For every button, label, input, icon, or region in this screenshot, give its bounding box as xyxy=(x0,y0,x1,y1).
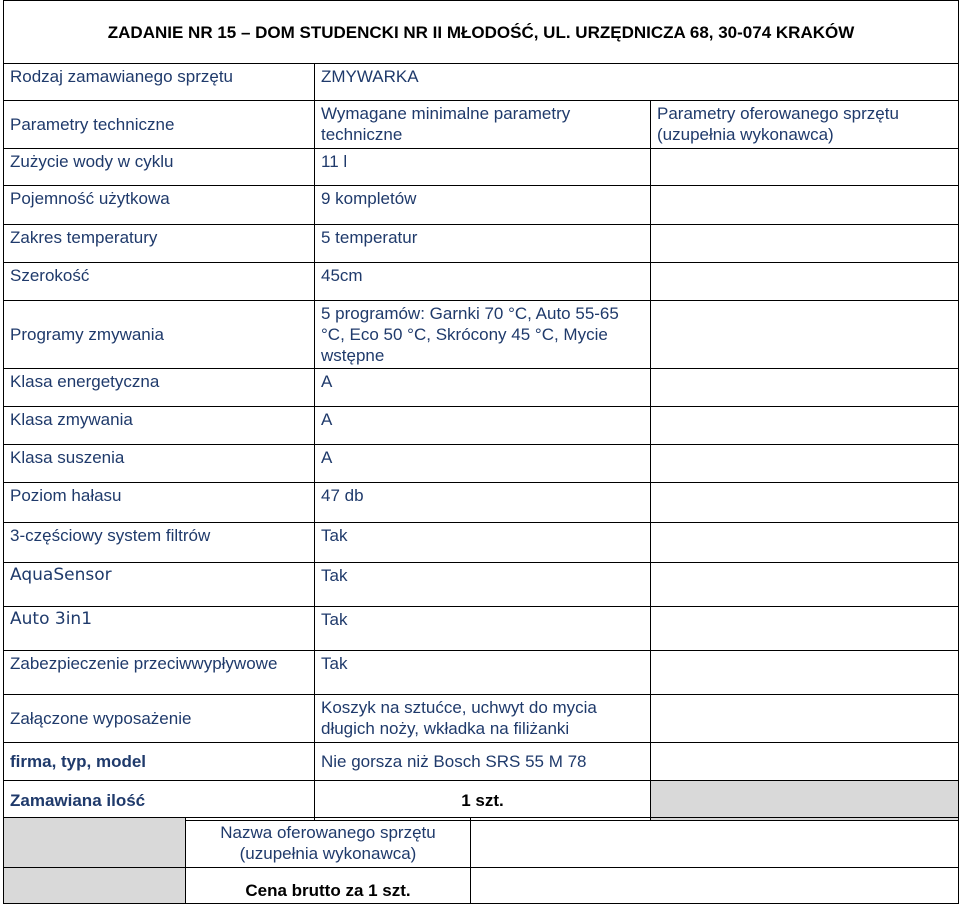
row-value: 45cm xyxy=(315,263,651,301)
price-input[interactable] xyxy=(471,868,959,904)
equipment-type-label: Rodzaj zamawianego sprzętu xyxy=(4,64,315,101)
offer-cell[interactable] xyxy=(651,523,959,563)
row-label: Załączone wyposażenie xyxy=(4,695,315,743)
offer-name-input[interactable] xyxy=(471,818,959,868)
spec-table xyxy=(3,0,959,821)
row-label: Poziom hałasu xyxy=(4,483,315,523)
row-label: Klasa energetyczna xyxy=(4,369,315,407)
equipment-type-value: ZMYWARKA xyxy=(315,64,959,101)
row-label: Programy zmywania xyxy=(4,301,315,369)
row-value: Tak xyxy=(315,651,651,695)
grey-cell xyxy=(4,868,186,904)
page-title: ZADANIE NR 15 – DOM STUDENCKI NR II MŁODOŚĆ, UL. URZĘDNICZA 68, 30-074 KRAKÓW xyxy=(4,1,959,64)
row-label: 3-częściowy system filtrów xyxy=(4,523,315,563)
row-value: A xyxy=(315,445,651,483)
row-value: A xyxy=(315,369,651,407)
row-value: A xyxy=(315,407,651,445)
row-value: Tak xyxy=(315,523,651,563)
offer-cell[interactable] xyxy=(651,445,959,483)
offer-cell[interactable] xyxy=(651,607,959,651)
quantity-grey-cell xyxy=(651,781,959,821)
tech-params-label: Parametry techniczne xyxy=(4,101,315,149)
row-value: Tak xyxy=(315,607,651,651)
price-label: Cena brutto za 1 szt. xyxy=(186,868,471,904)
offer-cell[interactable] xyxy=(651,186,959,225)
row-label: Klasa zmywania xyxy=(4,407,315,445)
offer-name-label: Nazwa oferowanego sprzętu (uzupełnia wykonawca) xyxy=(186,818,471,868)
offer-cell[interactable] xyxy=(651,563,959,607)
min-params-label: Wymagane minimalne parametry techniczne xyxy=(315,101,651,149)
offer-cell[interactable] xyxy=(651,225,959,263)
row-label: AquaSensor xyxy=(4,563,315,607)
row-label: Zabezpieczenie przeciwwypływowe xyxy=(4,651,315,695)
offer-cell[interactable] xyxy=(651,301,959,369)
offer-cell[interactable] xyxy=(651,369,959,407)
offer-table xyxy=(3,817,959,904)
offer-cell[interactable] xyxy=(651,149,959,186)
row-label: Zużycie wody w cyklu xyxy=(4,149,315,186)
row-value: Koszyk na sztućce, uchwyt do mycia długich noży, wkładka na filiżanki xyxy=(315,695,651,743)
offer-cell[interactable] xyxy=(651,263,959,301)
row-label: Szerokość xyxy=(4,263,315,301)
offer-cell[interactable] xyxy=(651,407,959,445)
offer-model-cell[interactable] xyxy=(651,743,959,781)
row-value: 11 l xyxy=(315,149,651,186)
row-value: Tak xyxy=(315,563,651,607)
model-label: firma, typ, model xyxy=(4,743,315,781)
offered-params-label: Parametry oferowanego sprzętu (uzupełnia wykonawca) xyxy=(651,101,959,149)
row-value: 9 kompletów xyxy=(315,186,651,225)
offer-cell[interactable] xyxy=(651,483,959,523)
row-label: Zakres temperatury xyxy=(4,225,315,263)
row-label: Klasa suszenia xyxy=(4,445,315,483)
quantity-value: 1 szt. xyxy=(315,781,651,821)
offer-cell[interactable] xyxy=(651,695,959,743)
grey-cell xyxy=(4,818,186,868)
row-value: 5 programów: Garnki 70 °C, Auto 55-65 °C, Eco 50 °C, Skrócony 45 °C, Mycie wstępne xyxy=(315,301,651,369)
offer-cell[interactable] xyxy=(651,651,959,695)
row-value: 5 temperatur xyxy=(315,225,651,263)
quantity-label: Zamawiana ilość xyxy=(4,781,315,821)
row-label: Pojemność użytkowa xyxy=(4,186,315,225)
row-label: Auto 3in1 xyxy=(4,607,315,651)
model-value: Nie gorsza niż Bosch SRS 55 M 78 xyxy=(315,743,651,781)
row-value: 47 db xyxy=(315,483,651,523)
